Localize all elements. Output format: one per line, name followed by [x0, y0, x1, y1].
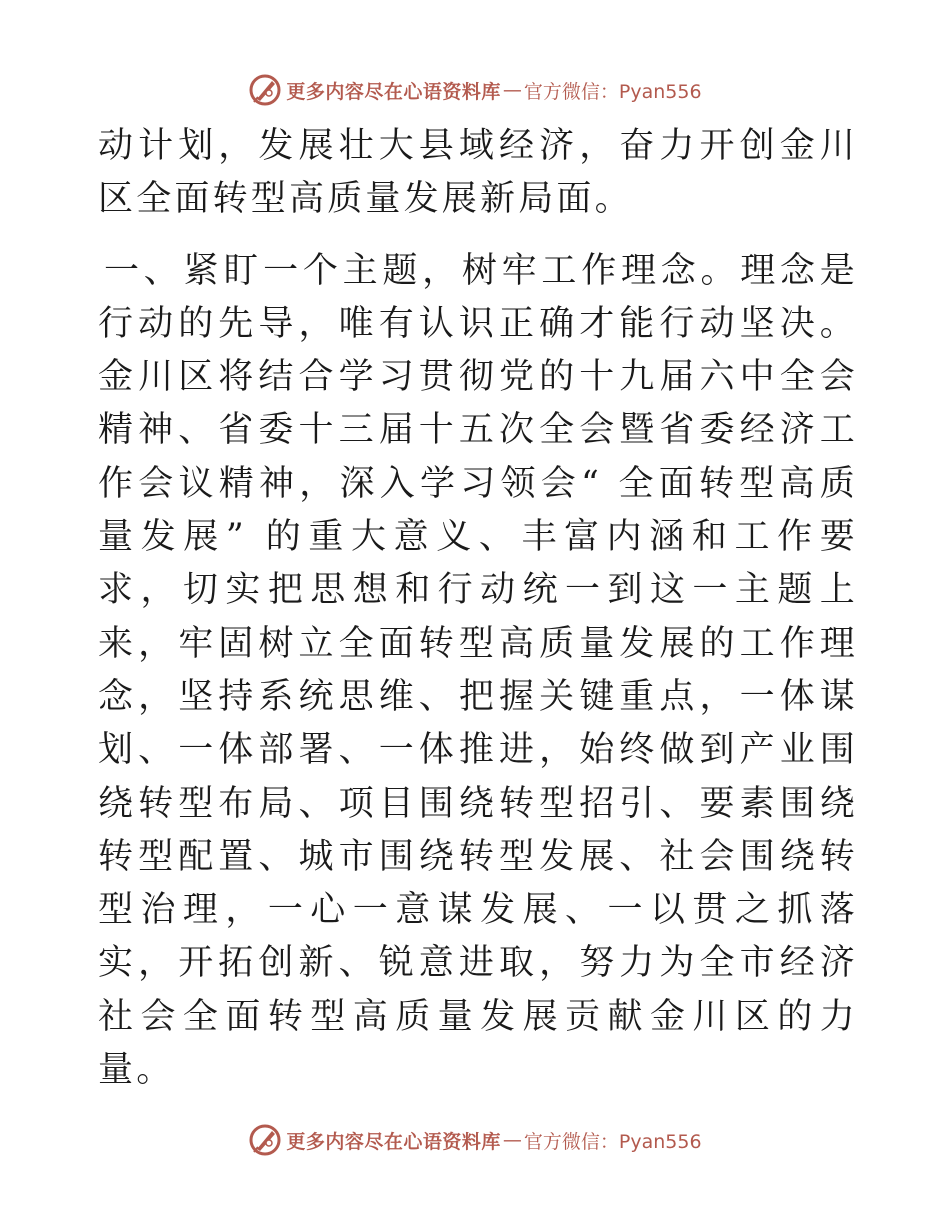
footer-wechat: 官方微信：Pyan556: [523, 1130, 702, 1153]
document-body: [98, 120, 858, 1097]
paragraph-continuation: 动计划，发展壮大县域经济，奋力开创金川区全面转型高质量发展新局面。: [98, 126, 858, 220]
header-watermark: [0, 68, 950, 112]
watermark-separator: —: [502, 79, 522, 101]
watermark-brand: 更多内容尽在心语资料库: [286, 80, 501, 103]
footer-brand: 更多内容尽在心语资料库: [286, 1130, 501, 1153]
paragraph-section-one: 一、紧盯一个主题，树牢工作理念。理念是行动的先导，唯有认识正确才能行动坚决。金川区将结合学习贯彻党的十九届六中全会精神、省委十三届十五次全会暨省委经济工作会议精神，深入学习领会“ 全面转型高质量发展” 的重大意义、丰富内涵和工作要求，切实把思想和行动统一到这一主题上来，牢固树立全面转型高质量发展的工作理念，坚持系统思维、把握关键重点，一体谋划、一体部署、一体推进，始终做到产业围绕转型布局、项目围绕转型招引、要素围绕转型配置、城市围绕转型发展、社会围绕转型治理，一心一意谋发展、一以贯之抓落实，开拓创新、锐意进取，努力为全市经济社会全面转型高质量发展贡献金川区的力量。: [98, 250, 858, 1091]
footer-watermark: [0, 1118, 950, 1162]
watermark-wechat: 官方微信：Pyan556: [523, 80, 702, 103]
footer-separator: —: [502, 1129, 522, 1151]
quill-pen-icon: [248, 1123, 282, 1157]
quill-pen-icon: [248, 73, 282, 107]
